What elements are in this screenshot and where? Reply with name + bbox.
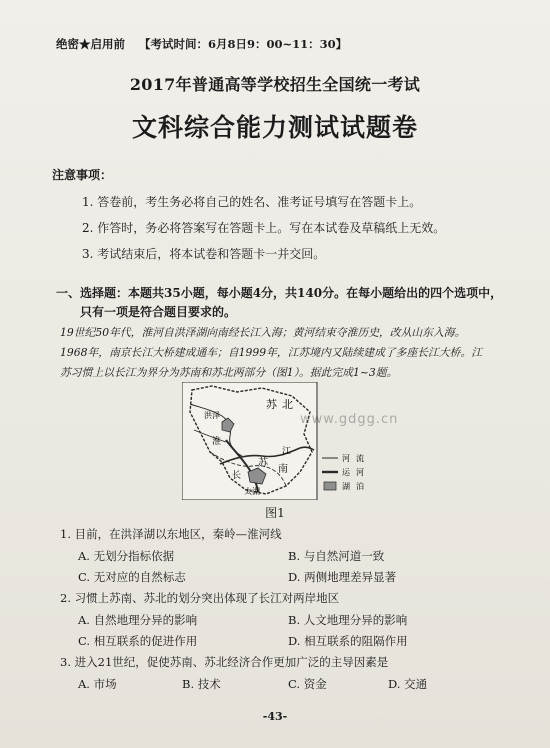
question-option: B. 人文地理分异的影响 xyxy=(288,613,408,627)
page-number: -43- xyxy=(262,710,288,723)
question-option: C. 相互联系的促进作用 xyxy=(78,634,198,648)
question-option: C. 资金 xyxy=(288,677,327,691)
legend-canal-char1: 运 xyxy=(342,468,350,477)
notice-heading: 注意事项： xyxy=(52,168,113,182)
passage-line: 1968年，南京长江大桥建成通车；自1999年，江苏境内又陆续建成了多座长江大桥。江 xyxy=(60,346,483,359)
map-label-taihu: 太湖 xyxy=(244,487,260,496)
section-heading: 一、选择题：本题共35小题，每小题4分，共140分。在每小题给出的四个选项中， xyxy=(56,286,503,300)
map-label-su-south: 苏 xyxy=(258,458,268,469)
exam-time: 【考试时间：6月8日9：00~11：30】 xyxy=(139,37,348,51)
map-label-huai: 淮 xyxy=(212,437,222,447)
secret-label: 绝密★启用前 xyxy=(56,37,125,51)
notice-item: 2. 作答时，务必将答案写在答题卡上。写在本试卷及草稿纸上无效。 xyxy=(82,221,446,235)
question-stem: 2. 习惯上苏南、苏北的划分突出体现了长江对两岸地区 xyxy=(60,591,340,605)
notice-item: 3. 考试结束后，将本试卷和答题卡一并交回。 xyxy=(82,247,326,261)
question-option: D. 两侧地理差异显著 xyxy=(288,570,397,584)
legend-river-char2: 流 xyxy=(356,454,364,463)
question-stem: 1. 目前，在洪泽湖以东地区，秦岭—淮河线 xyxy=(60,527,282,541)
map-label-chang: 长 xyxy=(232,471,242,481)
legend-lake-char1: 湖 xyxy=(342,482,350,491)
question-option: A. 自然地理分异的影响 xyxy=(78,613,198,627)
jiangsu-map xyxy=(182,382,372,500)
figure-label: 图1 xyxy=(265,506,285,520)
watermark: www.gdgg.cn xyxy=(300,412,399,427)
question-option: C. 无对应的自然标志 xyxy=(78,570,186,584)
legend-lake-symbol xyxy=(324,482,336,490)
header-line xyxy=(56,36,347,52)
legend-lake-char2: 泊 xyxy=(356,482,364,491)
passage-line: 苏习惯上以长江为界分为苏南和苏北两部分（图1）。据此完成1~3题。 xyxy=(60,366,398,379)
question-option: B. 技术 xyxy=(182,677,221,691)
map-label-jiang: 江 xyxy=(282,447,292,457)
map-label-su: 苏 xyxy=(266,398,277,411)
passage-line: 19世纪50年代，淮河自洪泽湖向南经长江入海；黄河结束夺淮历史，改从山东入海。 xyxy=(60,326,466,339)
question-option: D. 相互联系的阻隔作用 xyxy=(288,634,408,648)
question-option: B. 与自然河道一致 xyxy=(288,549,385,563)
question-stem: 3. 进入21世纪，促使苏南、苏北经济合作更加广泛的主导因素是 xyxy=(60,655,389,669)
notice-item: 1. 答卷前，考生务必将自己的姓名、准考证号填写在答题卡上。 xyxy=(82,195,422,209)
map-label-hongze: 洪泽 xyxy=(204,411,220,420)
question-option: D. 交通 xyxy=(388,677,428,691)
exam-title: 2017年普通高等学校招生全国统一考试 xyxy=(129,75,421,94)
legend-canal-char2: 河 xyxy=(356,468,364,477)
map-label-bei: 北 xyxy=(282,398,293,411)
paper-title: 文科综合能力测试试题卷 xyxy=(131,113,418,142)
map-label-nan: 南 xyxy=(278,464,288,475)
question-option: A. 无划分指标依据 xyxy=(78,549,175,563)
legend-river-char1: 河 xyxy=(342,454,350,463)
question-option: A. 市场 xyxy=(78,677,117,691)
section-subheading: 只有一项是符合题目要求的。 xyxy=(80,305,237,319)
